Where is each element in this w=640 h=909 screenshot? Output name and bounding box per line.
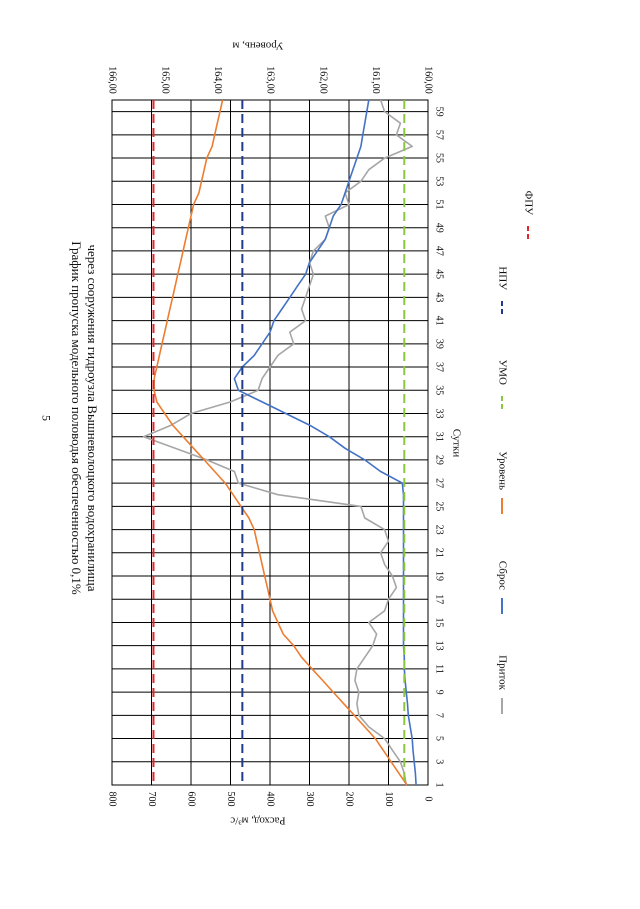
y2-tick-label: 165,00 <box>159 66 171 94</box>
x-tick-label: 3 <box>433 759 445 765</box>
x-axis-title: Сутки <box>450 428 463 458</box>
y-tick-label: 700 <box>146 791 158 807</box>
legend-item <box>496 451 508 514</box>
x-tick-label: 31 <box>433 431 445 442</box>
x-tick-label: 15 <box>433 617 445 628</box>
y-tick-label: 500 <box>225 791 237 807</box>
legend-label: Приток <box>496 655 509 690</box>
series-Приток-line <box>144 100 413 785</box>
x-tick-label: 41 <box>433 315 445 326</box>
x-tick-label: 13 <box>433 640 445 651</box>
x-tick-label: 25 <box>433 501 445 512</box>
chart-title-line2: через сооружения гидроузла Вышневолоцкого водохранилища <box>85 244 101 592</box>
legend-item <box>496 359 508 409</box>
x-tick-label: 55 <box>433 153 445 164</box>
x-tick-label: 53 <box>433 176 445 187</box>
x-tick-label: 47 <box>433 245 445 256</box>
x-tick-label: 35 <box>433 385 445 396</box>
x-tick-label: 59 <box>433 106 445 117</box>
x-tick-label: 27 <box>433 478 445 489</box>
legend-label: Сброс <box>496 560 509 590</box>
x-tick-label: 39 <box>433 338 445 349</box>
legend-item <box>496 266 508 314</box>
y-tick-label: 0 <box>422 796 434 802</box>
legend-label: УМО <box>496 359 509 385</box>
y2-tick-label: 160,00 <box>422 66 434 94</box>
legend-item <box>496 561 508 614</box>
y-axis-title: Расход, м³/с <box>230 814 286 827</box>
x-tick-label: 49 <box>433 222 445 233</box>
x-tick-label: 51 <box>433 199 445 210</box>
y2-tick-label: 161,00 <box>370 66 382 94</box>
x-tick-label: 19 <box>433 571 445 582</box>
y-tick-label: 300 <box>304 791 316 807</box>
series-Уровень-line <box>154 100 407 785</box>
x-tick-label: 5 <box>433 736 445 742</box>
y-tick-label: 800 <box>106 791 118 807</box>
x-tick-label: 37 <box>433 362 445 373</box>
x-tick-label: 11 <box>433 664 445 674</box>
x-tick-label: 9 <box>433 689 445 695</box>
legend <box>496 191 534 714</box>
x-tick-label: 33 <box>433 408 445 419</box>
x-tick-label: 45 <box>433 269 445 280</box>
series-group <box>144 100 417 785</box>
x-tick-label: 7 <box>433 712 445 718</box>
chart-title-line1: График пропуска модельного половодья обеспеченностью 0,1% <box>69 241 85 595</box>
legend-label: ФПУ <box>522 190 535 215</box>
y-tick-label: 600 <box>185 791 197 807</box>
y-tick-label: 100 <box>383 791 395 807</box>
x-tick-label: 17 <box>433 594 445 605</box>
y2-tick-label: 164,00 <box>212 66 224 94</box>
page-number: 5 <box>39 415 54 421</box>
x-tick-label: 57 <box>433 129 445 140</box>
y2-tick-label: 166,00 <box>106 66 118 94</box>
y-tick-label: 200 <box>343 791 355 807</box>
y2-axis-title: Уровень, м <box>232 39 284 52</box>
x-tick-label: 29 <box>433 454 445 465</box>
y-tick-label: 400 <box>264 791 276 807</box>
y2-tick-label: 162,00 <box>317 66 329 94</box>
y2-tick-label: 163,00 <box>264 66 276 94</box>
x-tick-label: 43 <box>433 292 445 303</box>
legend-item <box>496 655 508 714</box>
x-tick-label: 1 <box>433 782 445 788</box>
legend-label: Уровень <box>496 451 509 490</box>
legend-label: НПУ <box>496 266 509 290</box>
x-tick-label: 23 <box>433 524 445 535</box>
legend-item <box>522 191 534 239</box>
x-tick-label: 21 <box>433 547 445 558</box>
